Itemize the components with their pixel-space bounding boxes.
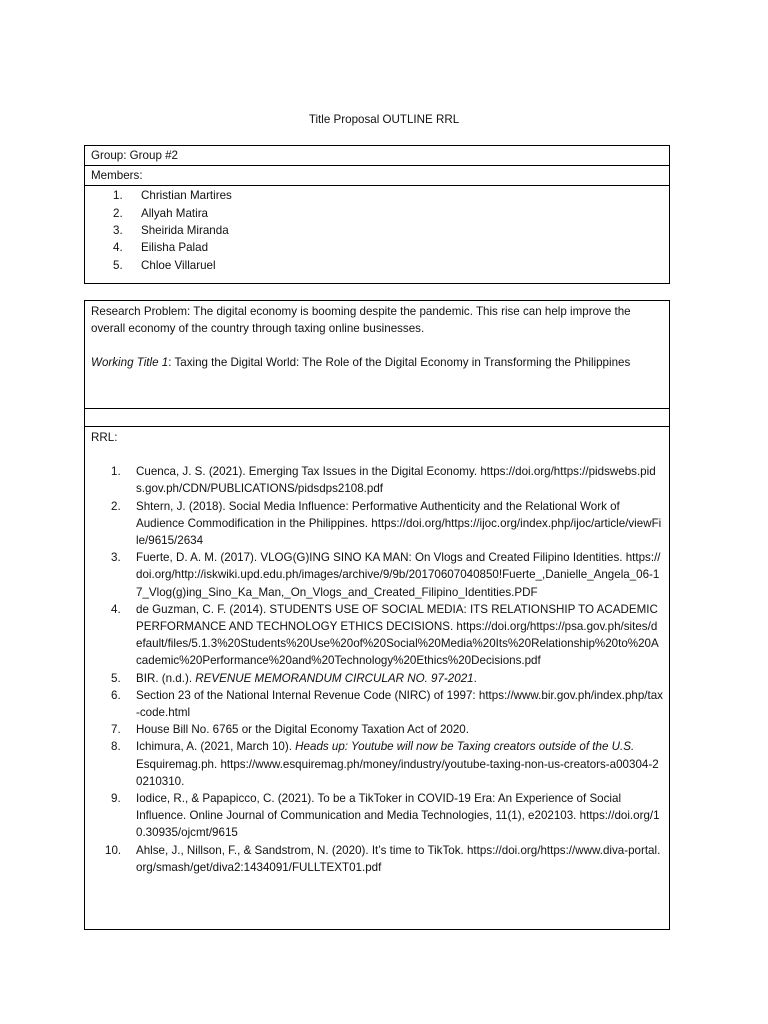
reference-italic-title: Heads up: Youtube will now be Taxing creators outside of the U.S.: [295, 740, 635, 754]
reference-text: Ichimura, A. (2021, March 10).: [136, 740, 296, 754]
member-name: Sheirida Miranda: [141, 224, 229, 237]
rrl-row: [85, 427, 669, 877]
members-row: [85, 186, 669, 274]
reference-link[interactable]: https://doi.org/https://www.diva-portal.org/smash/get/diva2:1434091/FULLTEXT01.pdf: [136, 843, 661, 874]
reference-number: 10.: [105, 843, 122, 857]
page-title: Title Proposal OUTLINE RRL: [308, 113, 460, 126]
reference-item: [91, 670, 663, 687]
reference-text: Shtern, J. (2018). Social Media Influence: Performative Authenticity and the Relational Work of Audience Commodification in the Philippines.: [136, 499, 620, 530]
reference-number: 3.: [111, 551, 121, 565]
reference-number: 4.: [111, 602, 121, 616]
reference-number: 9.: [111, 792, 121, 806]
member-number: 5.: [113, 258, 123, 272]
reference-link[interactable]: https://www.bir.gov.ph/index.php/tax-code.html: [136, 688, 663, 720]
reference-list: [91, 463, 663, 876]
reference-number: 5.: [111, 671, 121, 685]
reference-item: [91, 687, 663, 721]
empty-row: [85, 409, 669, 427]
member-item: [91, 257, 663, 274]
reference-link[interactable]: https://doi.org/https://pidswebs.pids.gov.ph/CDN/PUBLICATIONS/pidsdps2108.pdf: [136, 465, 656, 496]
member-number: 2.: [113, 206, 123, 220]
research-problem-text: Research Problem: The digital economy is booming despite the pandemic. This rise can help improve the overall economy of the country through taxing online businesses.: [91, 305, 631, 336]
group-row: [85, 146, 669, 166]
members-list: [91, 187, 663, 273]
reference-italic-title: REVENUE MEMORANDUM CIRCULAR NO. 97-2021: [195, 671, 474, 685]
rrl-label: RRL:: [91, 431, 118, 444]
reference-text: Cuenca, J. S. (2021). Emerging Tax Issues in the Digital Economy.: [136, 465, 478, 479]
working-title-text: : Taxing the Digital World: The Role of the Digital Economy in Transforming the Philippines: [168, 356, 631, 370]
reference-suffix: .: [473, 671, 477, 685]
reference-item: [91, 721, 663, 738]
member-item: [91, 239, 663, 256]
member-item: [91, 222, 663, 239]
reference-item: [91, 601, 663, 670]
member-name: Allyah Matira: [141, 206, 209, 220]
reference-number: 7.: [111, 723, 121, 737]
reference-text: Fuerte, D. A. M. (2017). VLOG(G)ING SINO KA MAN: On Vlogs and Created Filipino Identities.: [136, 551, 623, 565]
reference-link[interactable]: https://www.esquiremag.ph/money/industry/youtube-taxing-non-us-creators-a00304-20210310.: [136, 757, 659, 788]
reference-number: 1.: [111, 465, 121, 479]
member-item: [91, 205, 663, 222]
reference-item: [91, 549, 663, 601]
reference-link[interactable]: https://doi.org/http://iskwiki.upd.edu.ph/images/archive/9/9b/20170607040850!Fuerte_,Danielle_Angela_06-17_Vlog(g)ing_Sino_Ka_Man,_On_Vlogs_and_Created_Filipino_Identities.PDF: [136, 551, 661, 599]
reference-item: [91, 842, 663, 876]
reference-text: Ahlse, J., Nillson, F., & Sandstrom, N. (2020). It’s time to TikTok.: [136, 843, 464, 857]
working-title: [91, 354, 663, 371]
reference-text: Section 23 of the National Internal Revenue Code (NIRC) of 1997:: [136, 688, 476, 702]
reference-number: 2.: [111, 499, 121, 513]
working-title-label: Working Title 1: [91, 356, 169, 370]
member-number: 1.: [113, 189, 123, 203]
member-name: Eilisha Palad: [141, 241, 209, 255]
member-number: 3.: [113, 224, 123, 237]
reference-text: Iodice, R., & Papapicco, C. (2021). To be a TikToker in COVID-19 Era: An Experience of Social Influence. Online Journal of Communication and Media Technologies, 11(1), e202103.: [136, 792, 622, 823]
member-name: Chloe Villaruel: [141, 258, 216, 272]
research-table: [84, 300, 670, 930]
reference-text: de Guzman, C. F. (2014). STUDENTS USE OF SOCIAL MEDIA: ITS RELATIONSHIP TO ACADEMIC PERFORMANCE AND TECHNOLOGY ETHICS DECISIONS.: [136, 602, 658, 634]
members-label-row: [85, 166, 669, 186]
group-label: Group: Group #2: [91, 149, 179, 162]
member-number: 4.: [113, 241, 123, 255]
member-item: [91, 187, 663, 204]
member-name: Christian Martires: [141, 189, 232, 203]
reference-link[interactable]: https://doi.org/https://psa.gov.ph/sites/default/files/5.1.3%20Students%20Use%20of%20Social%20Media%20Its%20Relationship%20to%20Academic%20Performance%20and%20Technology%20Ethics%20Decisions.pdf: [136, 620, 659, 668]
reference-suffix: Esquiremag.ph.: [136, 757, 218, 771]
members-label: Members:: [91, 169, 143, 183]
reference-item: [91, 790, 663, 842]
reference-item: [91, 738, 663, 790]
reference-item: [91, 498, 663, 550]
group-table: [84, 145, 670, 284]
reference-text: BIR. (n.d.).: [136, 671, 196, 685]
reference-number: 6.: [111, 688, 121, 702]
reference-text: House Bill No. 6765 or the Digital Economy Taxation Act of 2020.: [136, 723, 469, 737]
research-problem-row: [85, 301, 669, 409]
reference-link[interactable]: https://doi.org/https://ijoc.org/index.php/ijoc/article/viewFile/9615/2634: [136, 516, 662, 548]
reference-number: 8.: [111, 740, 121, 754]
reference-link[interactable]: https://doi.org/10.30935/ojcmt/9615: [136, 809, 660, 840]
reference-item: [91, 463, 663, 497]
